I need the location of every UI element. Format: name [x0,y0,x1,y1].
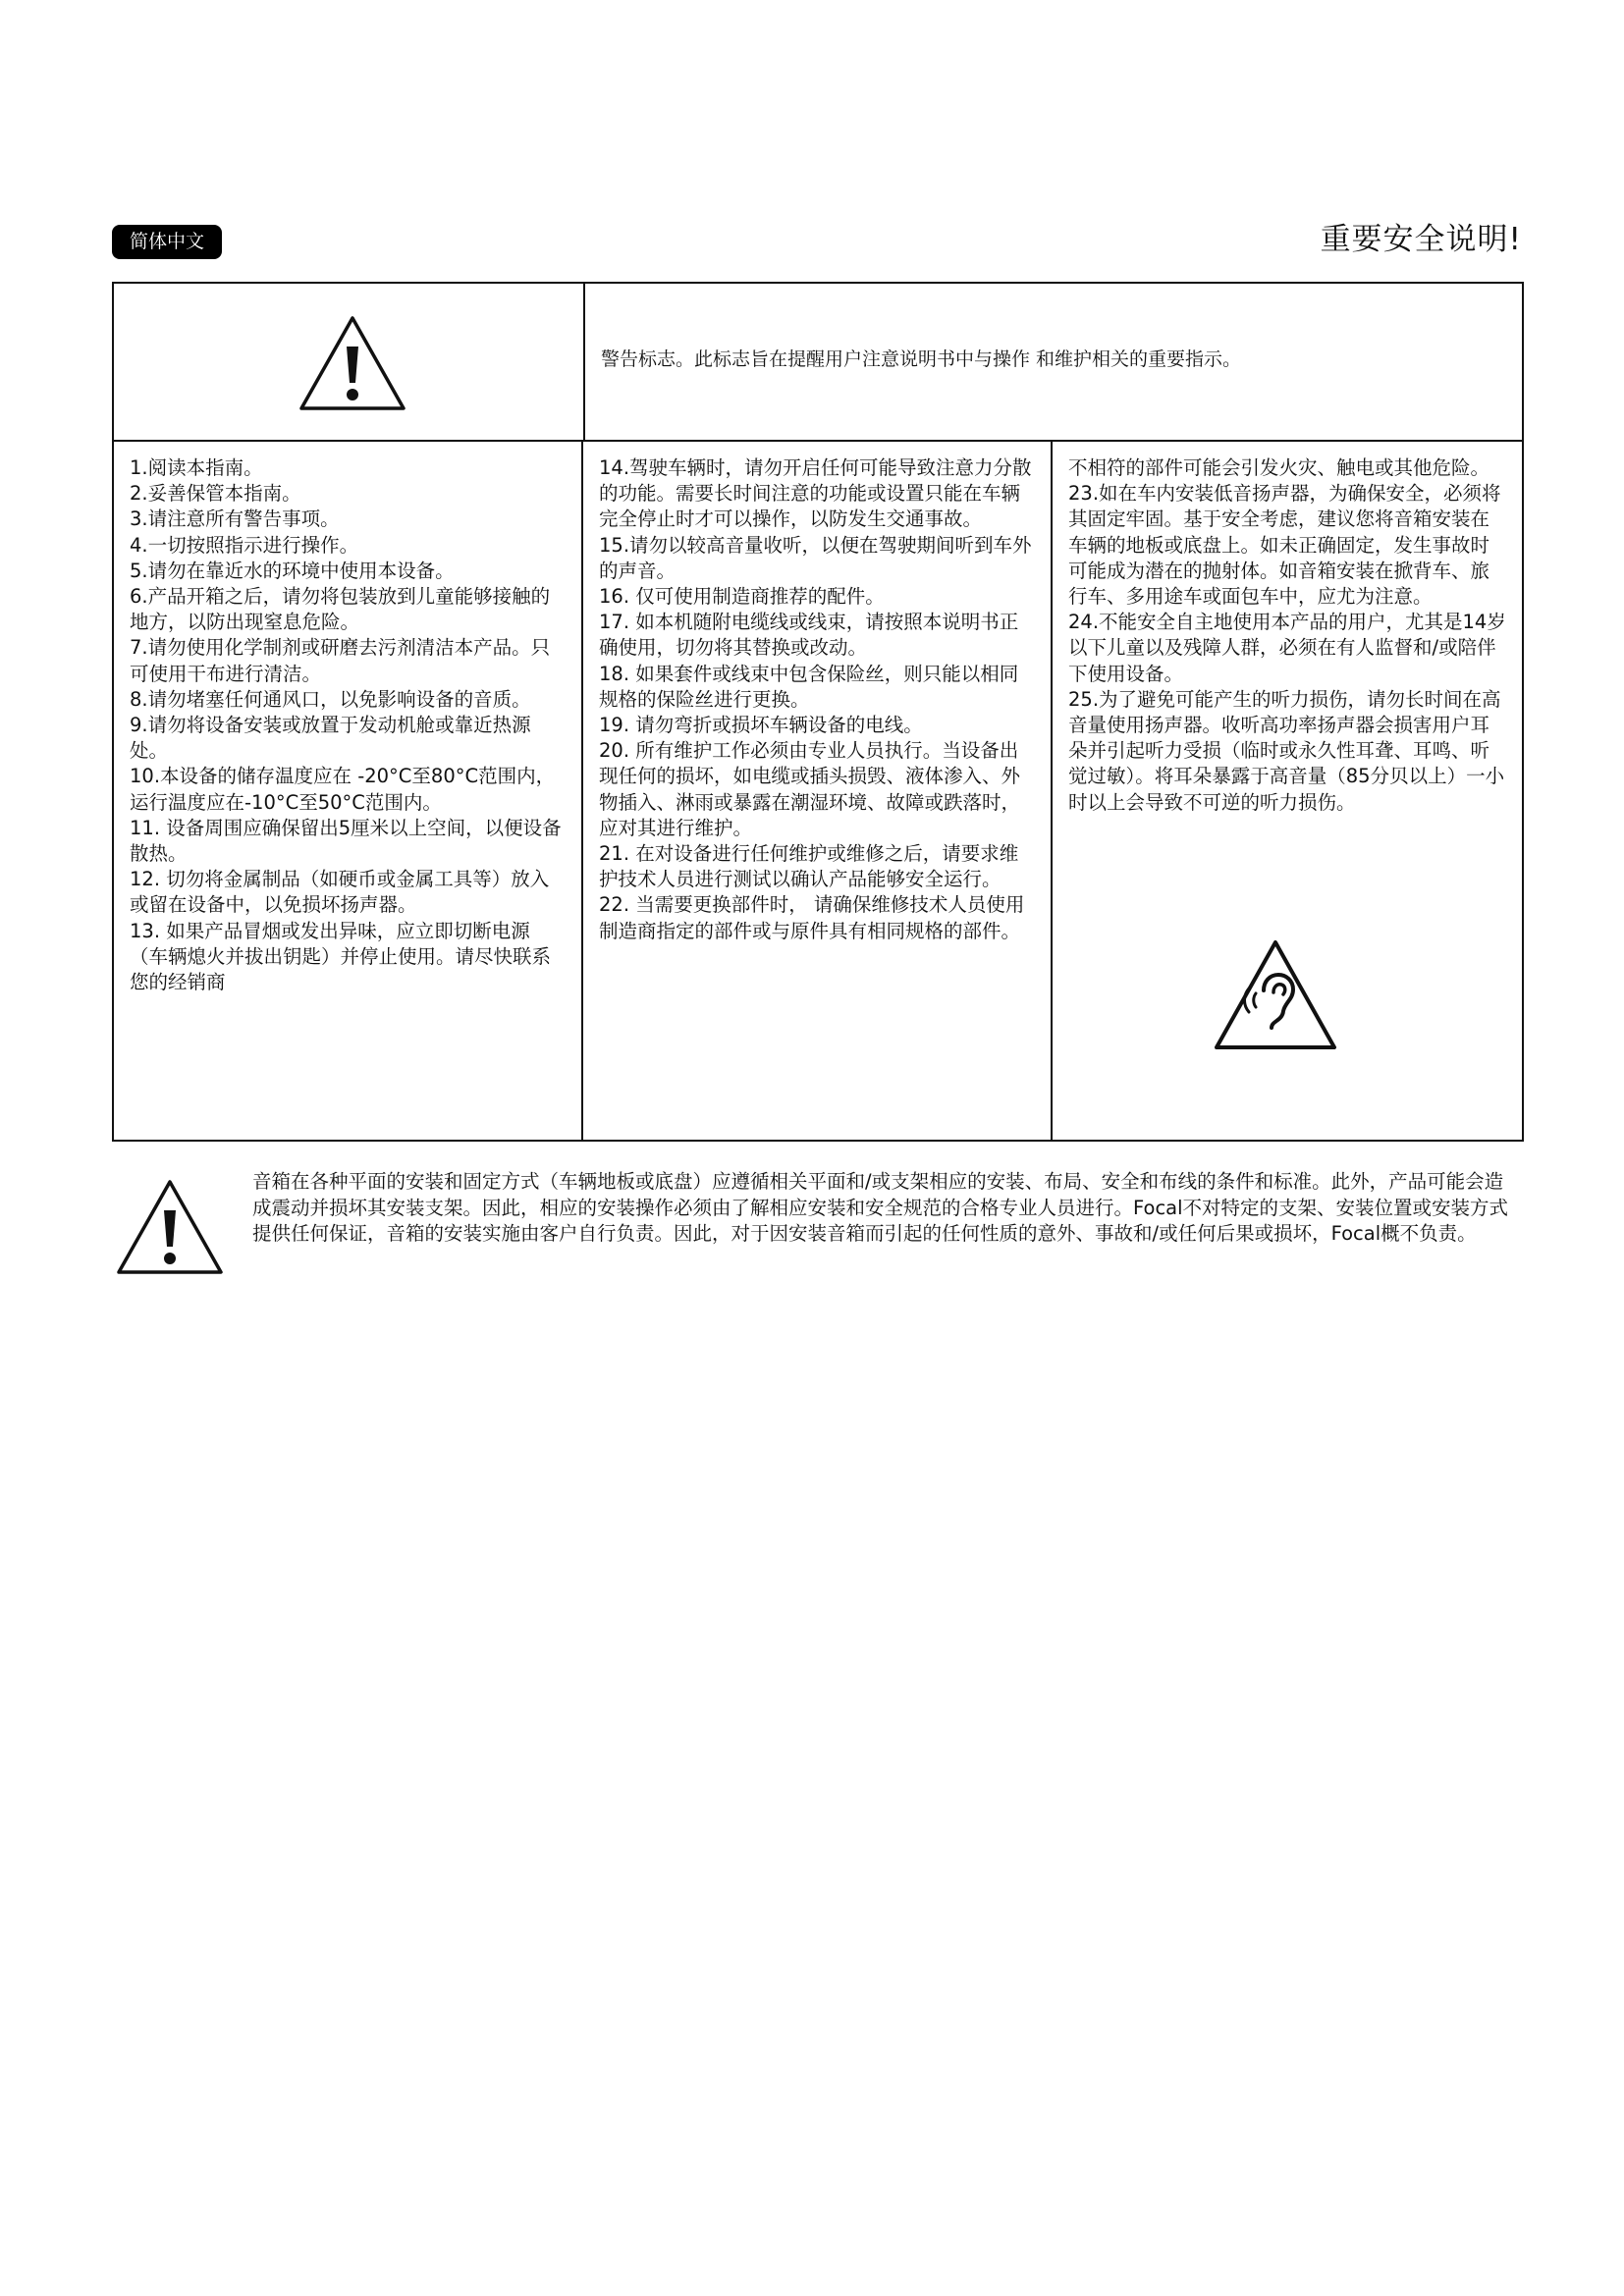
list-item: 6.产品开箱之后，请勿将包装放到儿童能够接触的地方，以防出现窒息危险。 [130,585,551,634]
hearing-damage-icon [1213,938,1338,1051]
installation-disclaimer: 音箱在各种平面的安装和固定方式（车辆地板或底盘）应遵循相关平面和/或支架相应的安装、布局、安全和布线的条件和标准。此外，产品可能会造成震动并损坏其安装支架。因此，相应的安装操作必须由了解相应安装和安全规范的合格专业人员进行。Focal不对特定的支架、安装位置或安装方式提供任何保证，音箱的安装实施由客户自行负责。因此，对于因安装音箱而引起的任何性质的意外、事故和/或任何后果或损坏，Focal概不负责。 [252,1170,1509,1245]
footer-warning-triangle-icon [115,1178,225,1276]
list-item: 11. 设备周围应确保留出5厘米以上空间，以便设备散热。 [130,816,562,866]
list-item: 25.为了避免可能产生的听力损伤，请勿长时间在高音量使用扬声器。收听高功率扬声器会损害用户耳朵并引起听力受损（临时或永久性耳聋、耳鸣、听觉过敏）。将耳朵暴露于高音量（85分贝以上）一小时以上会导致不可逆的听力损伤。 [1068,687,1505,814]
page-title: 重要安全说明! [1320,222,1522,257]
list-item: 19. 请勿弯折或损坏车辆设备的电线。 [599,714,923,737]
warning-description: 警告标志。此标志旨在提醒用户注意说明书中与操作 和维护相关的重要指示。 [601,348,1242,370]
list-item: 5.请勿在靠近水的环境中使用本设备。 [130,559,455,582]
list-item: 1.阅读本指南。 [130,456,263,479]
list-item: 3.请注意所有警告事项。 [130,507,340,531]
list-item: 13. 如果产品冒烟或发出异味，应立即切断电源（车辆熄火并拔出钥匙）并停止使用。请尽快联系您的经销商 [130,919,552,994]
list-item: 12. 切勿将金属制品（如硬币或金属工具等）放入或留在设备中，以免损坏扬声器。 [130,868,550,917]
list-item: 23.如在车内安装低音扬声器，为确保安全，必须将其固定牢固。基于安全考虑，建议您将音箱安装在车辆的地板或底盘上。如未正确固定，发生事故时可能成为潜在的抛射体。如音箱安装在掀背车、旅行车、多用途车或面包车中，应尤为注意。 [1068,482,1501,609]
list-item: 17. 如本机随附电缆线或线束，请按照本说明书正确使用，切勿将其替换或改动。 [599,611,1019,660]
instructions-column-2 [583,442,1053,1142]
list-item: 9.请勿将设备安装或放置于发动机舱或靠近热源处。 [130,714,531,763]
instructions-column-1 [114,442,583,1142]
list-item: 18. 如果套件或线束中包含保险丝，则只能以相同规格的保险丝进行更换。 [599,662,1019,711]
list-item: 不相符的部件可能会引发火灾、触电或其他危险。 [1068,456,1490,479]
list-item: 15.请勿以较高音量收听，以便在驾驶期间听到车外的声音。 [599,533,1032,582]
warning-icon-cell [114,284,585,440]
list-item: 16. 仅可使用制造商推荐的配件。 [599,585,885,609]
warning-row [114,284,1522,442]
list-item: 4.一切按照指示进行操作。 [130,533,359,557]
language-badge: 简体中文 [112,225,222,259]
list-item: 10.本设备的储存温度应在 -20°C至80°C范围内，运行温度应在-10°C至50°C范围内。 [130,765,556,814]
list-item: 20. 所有维护工作必须由专业人员执行。当设备出现任何的损坏，如电缆或插头损毁、液体渗入、外物插入、淋雨或暴露在潮湿环境、故障或跌落时，应对其进行维护。 [599,739,1021,839]
warning-triangle-icon [298,314,407,412]
list-item: 22. 当需要更换部件时， 请确保维修技术人员使用制造商指定的部件或与原件具有相同规格的部件。 [599,893,1025,942]
list-item: 8.请勿堵塞任何通风口，以免影响设备的音质。 [130,687,531,711]
list-item: 7.请勿使用化学制剂或研磨去污剂清洁本产品。只可使用干布进行清洁。 [130,636,551,685]
list-item: 24.不能安全自主地使用本产品的用户，尤其是14岁以下儿童以及残障人群，必须在有人监督和/或陪伴下使用设备。 [1068,611,1506,685]
list-item: 2.妥善保管本指南。 [130,482,301,506]
list-item: 14.驾驶车辆时，请勿开启任何可能导致注意力分散的功能。需要长时间注意的功能或设置只能在车辆完全停止时才可以操作，以防发生交通事故。 [599,456,1032,531]
list-item: 21. 在对设备进行任何维护或维修之后，请要求维护技术人员进行测试以确认产品能够安全运行。 [599,842,1019,891]
